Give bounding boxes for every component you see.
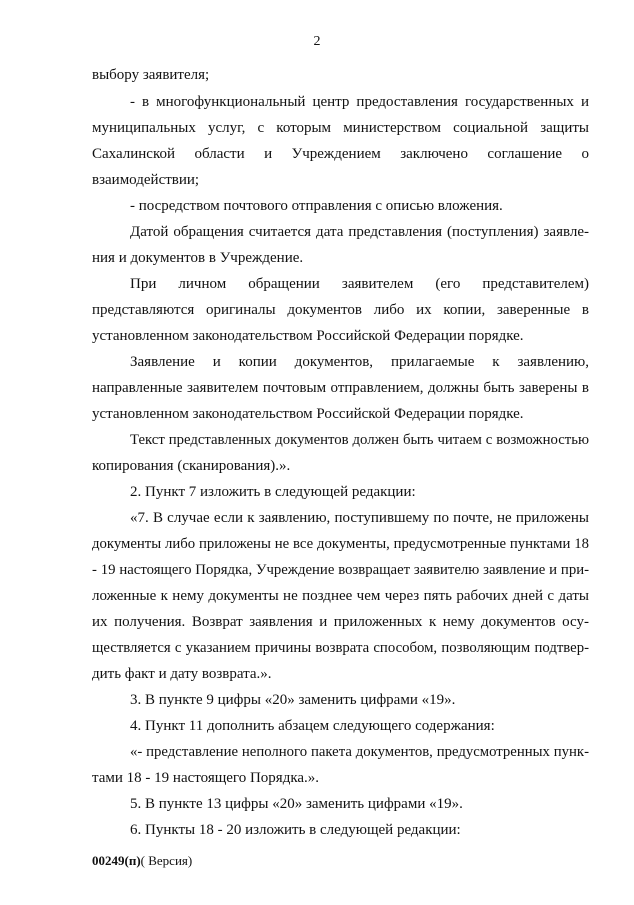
text-line: их получения. Возврат заявления и приложенных к нему документов осу-	[92, 614, 589, 630]
text-line: «- представление неполного пакета документов, предусмотренных пунк-	[130, 744, 589, 760]
text-line: тами 18 - 19 настоящего Порядка.».	[92, 770, 320, 786]
text-line: Сахалинской области и Учреждением заключено соглашение о	[92, 146, 589, 162]
text-line: выбору заявителя;	[92, 67, 210, 83]
text-line: Заявление и копии документов, прилагаемые к заявлению,	[130, 354, 589, 370]
text-line: муниципальных услуг, с которым министерством социальной защиты	[92, 120, 589, 136]
text-line: 6. Пункты 18 - 20 изложить в следующей редакции:	[130, 822, 461, 838]
text-line: копирования (сканирования).».	[92, 458, 291, 474]
text-line: 3. В пункте 9 цифры «20» заменить цифрами «19».	[130, 692, 456, 708]
text-line: ния и документов в Учреждение.	[92, 250, 304, 266]
text-line: 5. В пункте 13 цифры «20» заменить цифрами «19».	[130, 796, 463, 812]
text-line: установленном законодательством Российской Федерации порядке.	[92, 328, 524, 344]
text-line: - посредством почтового отправления с описью вложения.	[130, 198, 503, 214]
text-line: 2. Пункт 7 изложить в следующей редакции:	[130, 484, 416, 500]
document-code: 00249(п)	[92, 853, 141, 868]
text-line: - в многофункциональный центр предоставления государственных и	[130, 94, 589, 110]
text-line: ществляется с указанием причины возврата способом, позволяющим подтвер-	[92, 640, 589, 656]
text-line: ложенные к нему документы не позднее чем через пять рабочих дней с даты	[92, 588, 589, 604]
page-number: 2	[313, 34, 321, 49]
text-line: представляются оригиналы документов либо их копии, заверенные в	[92, 302, 589, 318]
text-line: Датой обращения считается дата представления (поступления) заявле-	[130, 224, 589, 240]
text-line: «7. В случае если к заявлению, поступившему по почте, не приложены	[130, 510, 589, 526]
text-line: дить факт и дату возврата.».	[92, 666, 272, 682]
text-line: При личном обращении заявителем (его представителем)	[130, 276, 589, 292]
text-line: взаимодействии;	[92, 172, 200, 188]
text-line: Текст представленных документов должен быть читаем с возможностью	[130, 432, 589, 448]
document-footer	[92, 853, 192, 869]
text-line: направленные заявителем почтовым отправлением, должны быть заверены в	[92, 380, 589, 396]
text-line: - 19 настоящего Порядка, Учреждение возвращает заявителю заявление и при-	[92, 562, 589, 578]
text-line: документы либо приложены не все документы, предусмотренные пунктами 18	[92, 536, 589, 552]
version-label: ( Версия)	[140, 853, 193, 868]
text-line: 4. Пункт 11 дополнить абзацем следующего содержания:	[130, 718, 495, 734]
text-line: установленном законодательством Российской Федерации порядке.	[92, 406, 524, 422]
